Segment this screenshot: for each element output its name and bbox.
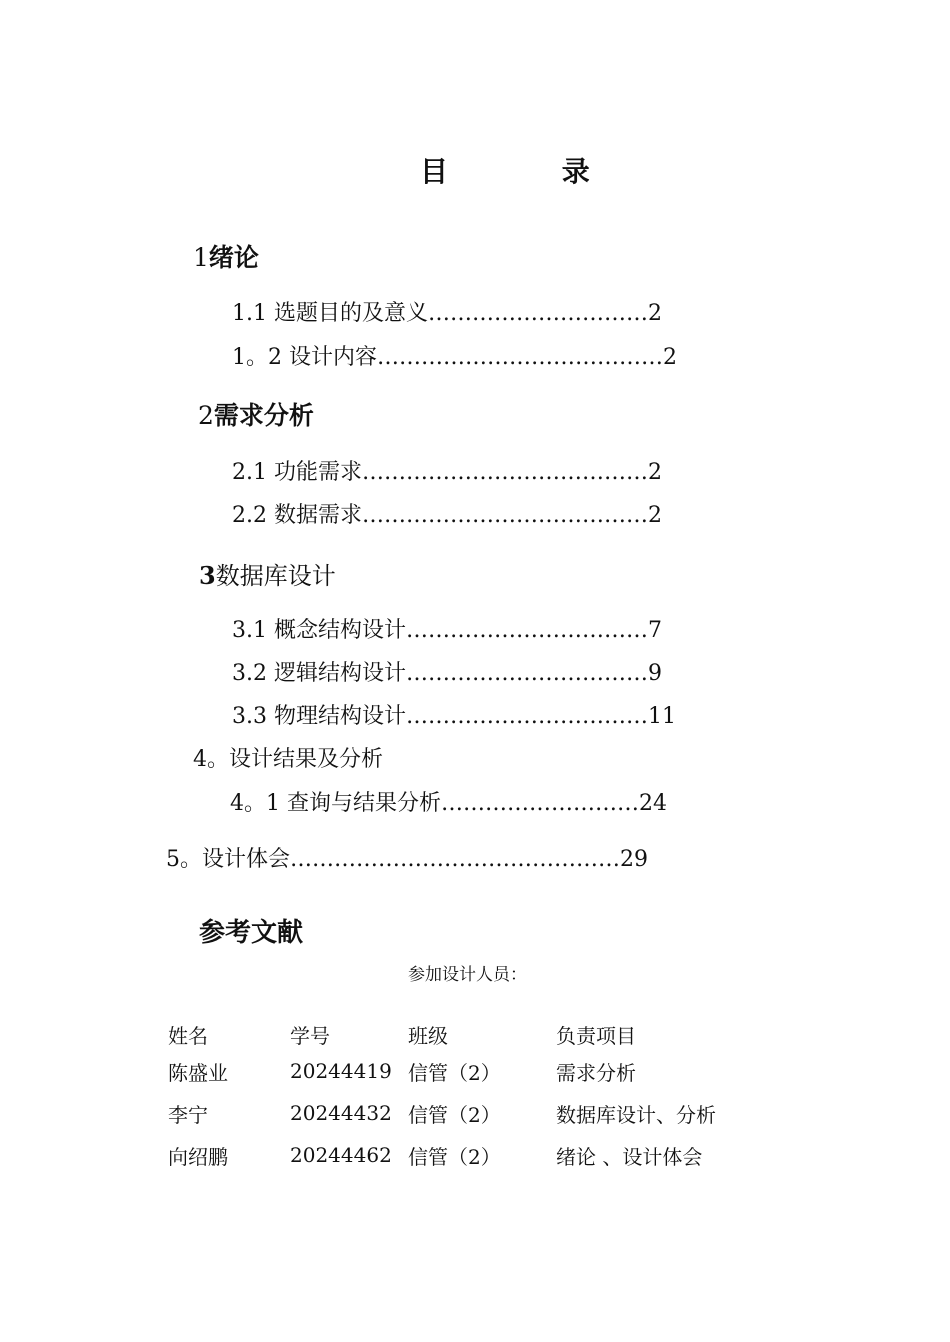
member-student-id: 20244432 <box>290 1101 392 1125</box>
toc-leader: …………………………… <box>405 618 648 643</box>
toc-entry-2-1[interactable] <box>232 455 662 486</box>
header-student-id: 学号 <box>290 1023 330 1048</box>
toc-leader: …………………………… <box>405 704 648 729</box>
toc-section-1[interactable] <box>193 238 259 274</box>
members-caption: 参加设计人员： <box>408 965 527 985</box>
toc-section-number: 3 <box>199 561 216 590</box>
toc-entry-1-1[interactable] <box>232 296 662 327</box>
toc-page-number: 9 <box>647 661 662 686</box>
toc-section-number: 1 <box>193 243 209 272</box>
toc-leader: …………………………… <box>405 661 648 686</box>
toc-page-number: 2 <box>647 503 662 528</box>
table-row <box>168 1050 756 1092</box>
toc-leader: ………………………………… <box>377 345 663 370</box>
member-class: 信管（2） <box>408 1144 501 1169</box>
header-name: 姓名 <box>168 1023 208 1048</box>
toc-section-2[interactable] <box>198 396 314 432</box>
member-name: 李宁 <box>168 1102 208 1127</box>
toc-leader: ………………………………… <box>361 460 648 485</box>
toc-section-label: 5。设计体会 <box>166 847 290 872</box>
toc-page-number: 2 <box>647 301 662 326</box>
toc-section-3[interactable] <box>199 556 336 591</box>
toc-section-label: 4。设计结果及分析 <box>193 747 383 772</box>
toc-entry-label: 3.2 逻辑结构设计 <box>232 661 406 686</box>
toc-section-number: 2 <box>198 401 214 430</box>
members-header-row <box>168 1018 756 1050</box>
toc-entry-label: 4。1 查询与结果分析 <box>230 791 441 816</box>
toc-page-number: 24 <box>639 791 667 816</box>
toc-entry-label: 2.1 功能需求 <box>232 460 362 485</box>
toc-entry-4-1[interactable] <box>230 786 667 817</box>
toc-entry-label: 3.1 概念结构设计 <box>232 618 406 643</box>
toc-entry-3-1[interactable] <box>232 613 662 644</box>
toc-page-number: 29 <box>620 847 648 872</box>
toc-leader: ……………………… <box>441 791 639 816</box>
toc-section-label: 数据库设计 <box>215 562 336 590</box>
member-student-id: 20244462 <box>290 1143 392 1167</box>
member-class: 信管（2） <box>408 1060 501 1085</box>
member-student-id: 20244419 <box>290 1059 392 1083</box>
toc-leader: ………………………………… <box>361 503 648 528</box>
toc-page-number: 2 <box>663 345 677 370</box>
table-row <box>168 1092 756 1134</box>
toc-entry-3-3[interactable] <box>232 699 676 730</box>
toc-entry-1-2[interactable] <box>232 340 677 371</box>
table-row <box>168 1134 756 1176</box>
toc-entry-label: 1。2 设计内容 <box>232 345 377 370</box>
toc-leader: ………………………… <box>427 301 648 326</box>
toc-entry-label: 3.3 物理结构设计 <box>232 704 406 729</box>
toc-references[interactable]: 参考文献 <box>199 918 304 948</box>
member-name: 向绍鹏 <box>168 1144 228 1169</box>
member-responsibility: 绪论 、设计体会 <box>556 1144 703 1169</box>
members-table <box>168 1018 756 1176</box>
page-title: 目 录 <box>420 155 642 188</box>
member-name: 陈盛业 <box>168 1060 228 1085</box>
header-responsibility: 负责项目 <box>556 1023 636 1048</box>
toc-section-label: 绪论 <box>208 243 259 272</box>
toc-section-4[interactable] <box>193 742 383 773</box>
toc-section-label: 需求分析 <box>213 401 314 430</box>
toc-leader: ……………………………………… <box>290 847 620 872</box>
toc-entry-3-2[interactable] <box>232 656 662 687</box>
toc-entry-2-2[interactable] <box>232 498 662 529</box>
toc-page-number: 11 <box>647 704 676 729</box>
toc-entry-label: 2.2 数据需求 <box>232 503 362 528</box>
toc-page-number: 7 <box>647 618 662 643</box>
toc-entry-label: 1.1 选题目的及意义 <box>232 301 428 326</box>
member-class: 信管（2） <box>408 1102 501 1127</box>
member-responsibility: 需求分析 <box>556 1060 636 1085</box>
toc-page-number: 2 <box>647 460 662 485</box>
member-responsibility: 数据库设计、分析 <box>556 1102 716 1127</box>
header-class: 班级 <box>408 1023 448 1048</box>
toc-section-5[interactable] <box>166 842 648 873</box>
